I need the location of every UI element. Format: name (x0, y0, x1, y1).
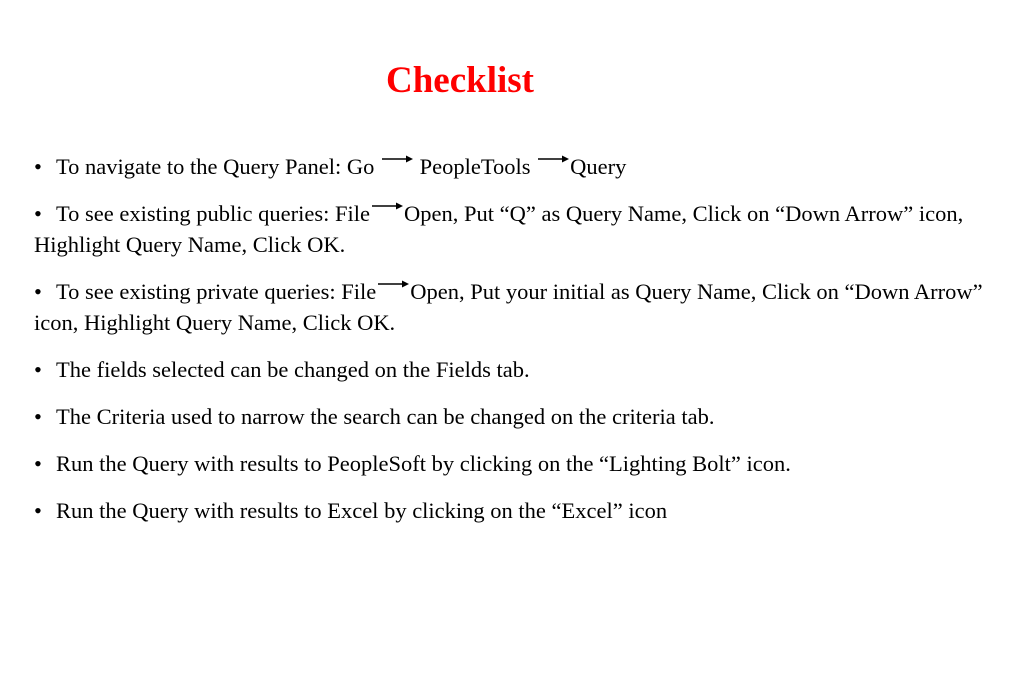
bullet-text: To navigate to the Query Panel: Go (56, 154, 380, 179)
bullet-text: Run the Query with results to PeopleSoft by clicking on the “Lighting Bolt” icon. (56, 451, 791, 476)
bullet-text: To see existing public queries: File (56, 201, 370, 226)
bullet-item-fields-tab (34, 354, 984, 385)
right-arrow-icon (380, 154, 414, 164)
bullet-text: Open, Put your initial as Query Name, Click on “Down Arrow” icon, Highlight Query Name, Click OK. (34, 279, 983, 335)
right-arrow-icon (376, 279, 410, 289)
bullet-dot: • (34, 357, 42, 382)
bullet-dot: • (34, 279, 42, 304)
bullet-item-navigate (34, 151, 984, 182)
bullet-item-run-peoplesoft (34, 448, 984, 479)
bullet-item-public-queries (34, 198, 984, 260)
bullet-text: To see existing private queries: File (56, 279, 377, 304)
right-arrow-icon (536, 154, 570, 164)
right-arrow-icon (370, 201, 404, 211)
bullet-item-criteria-tab (34, 401, 984, 432)
bullet-dot: • (34, 154, 42, 179)
bullet-text: The fields selected can be changed on the Fields tab. (56, 357, 530, 382)
bullet-dot: • (34, 404, 42, 429)
bullet-dot: • (34, 498, 42, 523)
bullet-text: Run the Query with results to Excel by clicking on the “Excel” icon (56, 498, 668, 523)
bullet-text: Query (570, 154, 627, 179)
slide-title: Checklist (386, 60, 534, 101)
bullet-item-run-excel (34, 495, 984, 526)
bullet-text: The Criteria used to narrow the search can be changed on the criteria tab. (56, 404, 715, 429)
bullet-dot: • (34, 451, 42, 476)
bullet-dot: • (34, 201, 42, 226)
bullet-list (34, 151, 984, 542)
bullet-item-private-queries (34, 276, 984, 338)
bullet-text: PeopleTools (413, 154, 537, 179)
bullet-text: Open, Put “Q” as Query Name, Click on “Down Arrow” icon, Highlight Query Name, Click OK. (34, 201, 964, 257)
